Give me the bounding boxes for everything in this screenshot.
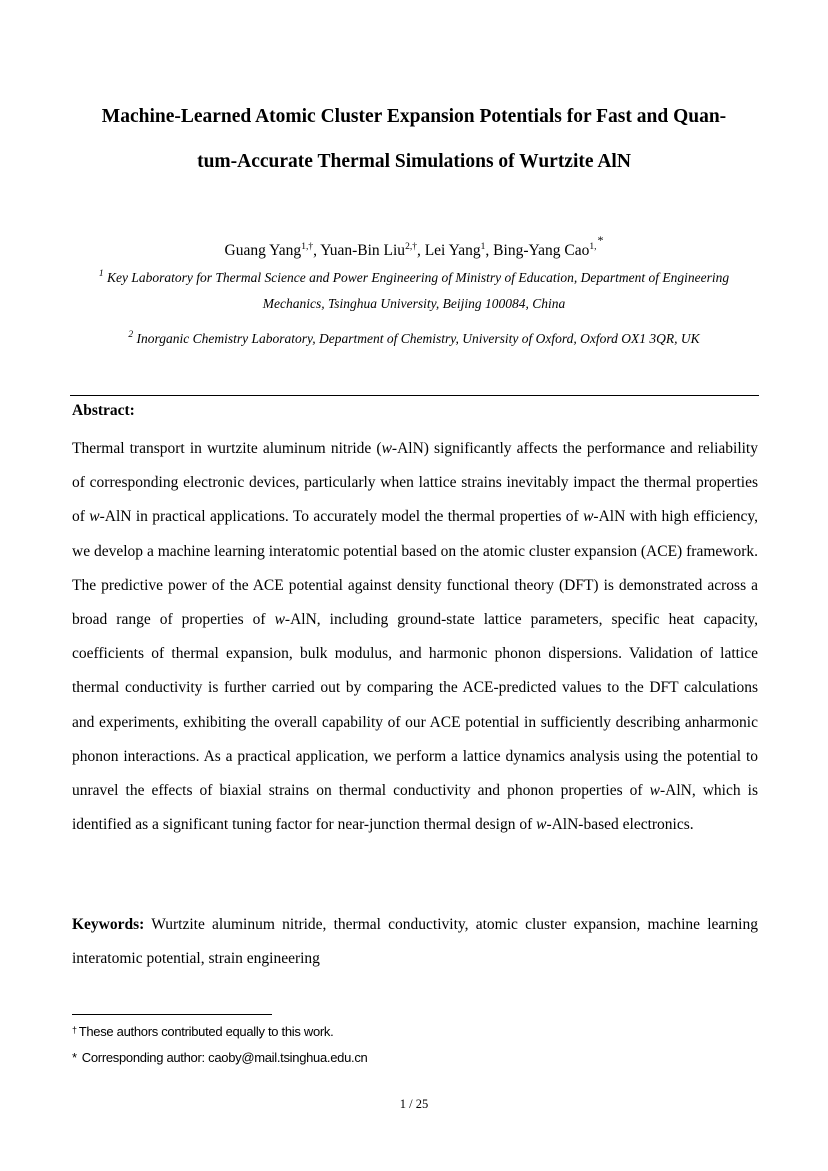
author-list: Guang Yang$^{1,\dagger}$, Yuan-Bin Liu$^{2,\dagger}$, Lei Yang$^1$, Bing-Yang Cao$^{1,*}$: [224, 233, 604, 259]
author-name: Lei Yang: [424, 242, 481, 259]
affiliation-number: 1: [98, 269, 104, 279]
corresponding-author-star: *: [597, 233, 604, 247]
author-name: Guang Yang: [224, 242, 302, 259]
affiliation-1-continued: [60, 296, 768, 312]
author-affiliation-marker: 2,†: [405, 242, 417, 252]
author-affiliation-marker: 1,: [589, 242, 597, 252]
footnote-corresponding-author: [72, 1050, 367, 1065]
footnote-marker: *: [72, 1050, 77, 1065]
keywords-text: Wurtzite aluminum nitride, thermal conductivity, atomic cluster expansion, machine learning interatomic potential, strain engineering: [72, 916, 758, 968]
keywords-label: Keywords:: [72, 916, 145, 933]
affiliation-text: Key Laboratory for Thermal Science and Power Engineering of Ministry of Education, Department of Engineering: [107, 270, 730, 285]
author-name: Bing-Yang Cao: [493, 242, 590, 259]
author-name: Yuan-Bin Liu: [320, 242, 406, 259]
footnote-marker: †: [72, 1025, 77, 1035]
affiliation-text: Mechanics, Tsinghua University, Beijing 100084, China: [262, 296, 566, 311]
affiliation-2: [60, 331, 768, 347]
abstract-heading: Abstract:: [72, 402, 135, 419]
footnote-text: These authors contributed equally to this work.: [78, 1024, 334, 1039]
keywords: [72, 908, 758, 976]
paper-title-line2: tum-Accurate Thermal Simulations of Wurtzite AlN: [197, 151, 631, 172]
author-affiliation-marker: 1,†: [301, 242, 314, 252]
section-divider: [70, 395, 759, 396]
affiliation-number: 2: [128, 330, 134, 340]
paper-title-line1: Machine-Learned Atomic Cluster Expansion Potentials for Fast and Quan-: [101, 106, 727, 127]
abstract-body: Thermal transport in wurtzite aluminum nitride (w-AlN) significantly affects the performance and reliability of corresponding electronic devices, particularly when lattice strains inevitably impact the thermal properties of w-AlN in practical applications. To accurately model the thermal properties of w-AlN with high efficiency, we develop a machine learning interatomic potential based on the atomic cluster expansion (ACE) framework. The predictive power of the ACE potential against density functional theory (DFT) is demonstrated across a broad range of properties of w-AlN, including ground-state lattice parameters, specific heat capacity, coefficients of thermal expansion, bulk modulus, and harmonic phonon dispersions. Validation of lattice thermal conductivity is further carried out by comparing the ACE-predicted values to the DFT calculations and experiments, exhibiting the overall capability of our ACE potential in sufficiently describing anharmonic phonon interactions. As a practical application, we perform a lattice dynamics analysis using the potential to unravel the effects of biaxial strains on thermal conductivity and phonon properties of w-AlN, which is identified as a significant tuning factor for near-junction thermal design of w-AlN-based electronics.: [72, 440, 758, 834]
affiliation-1: [60, 270, 768, 286]
author-affiliation-marker: 1: [480, 242, 486, 252]
footnote-text: Corresponding author: caoby@mail.tsinghua.edu.cn: [81, 1050, 368, 1065]
page-number: 1 / 25: [399, 1097, 429, 1111]
footnote-divider: [72, 1014, 272, 1015]
affiliation-text: Inorganic Chemistry Laboratory, Department of Chemistry, University of Oxford, Oxford OX1 3QR, UK: [136, 331, 700, 346]
footnote-equal-contribution: [72, 1024, 333, 1039]
